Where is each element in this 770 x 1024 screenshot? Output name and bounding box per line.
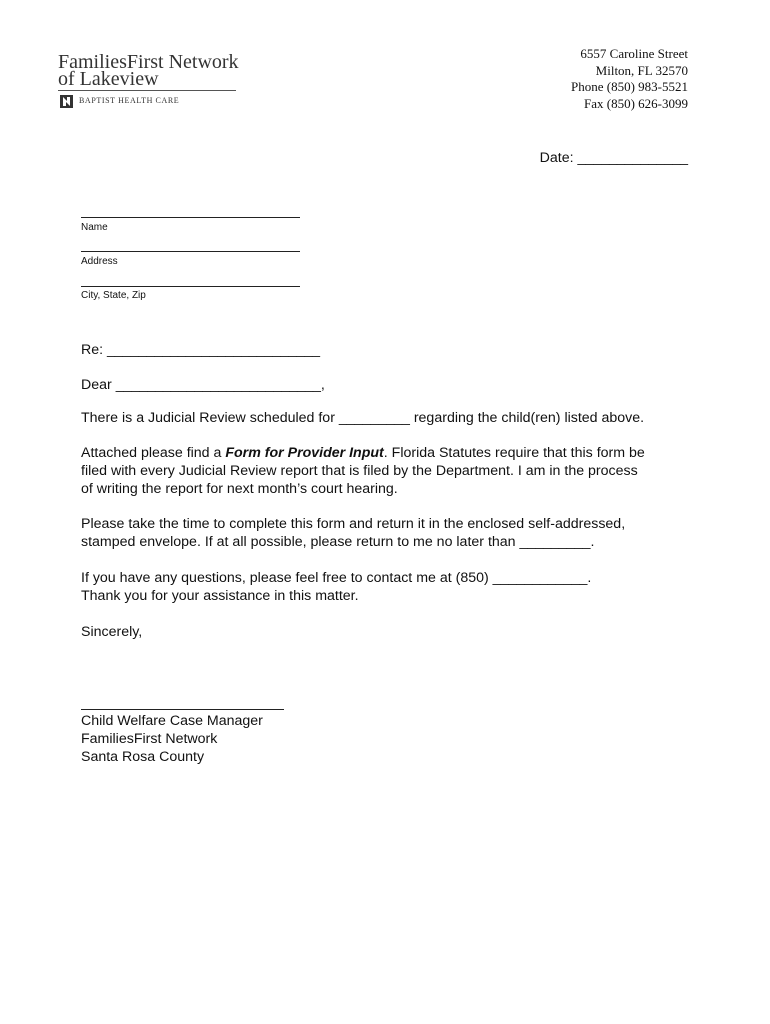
paragraph-return-line2: stamped envelope. If at all possible, please return to me no later than _________. bbox=[81, 534, 595, 550]
logo-name-line1: FamiliesFirst Network bbox=[58, 51, 239, 73]
attached-suffix: . Florida Statutes require that this form be bbox=[383, 445, 645, 461]
signature-org: FamiliesFirst Network bbox=[81, 731, 218, 747]
name-label: Name bbox=[81, 222, 108, 233]
address-street: 6557 Caroline Street bbox=[580, 46, 688, 61]
address-phone: Phone (850) 983-5521 bbox=[571, 79, 688, 94]
form-title: Form for Provider Input bbox=[225, 445, 384, 461]
city-state-zip-field-line[interactable] bbox=[81, 286, 300, 287]
paragraph-judicial-review: There is a Judicial Review scheduled for _________ regarding the child(ren) listed above. bbox=[81, 410, 645, 426]
paragraph-attached-line1 bbox=[81, 444, 645, 462]
letterhead-address bbox=[571, 46, 688, 112]
paragraph-return-line1: Please take the time to complete this form and return it in the enclosed self-addressed, bbox=[81, 516, 626, 532]
paragraph-contact-line2: Thank you for your assistance in this matter. bbox=[81, 588, 359, 604]
address-field-line[interactable] bbox=[81, 251, 300, 252]
signature-county: Santa Rosa County bbox=[81, 749, 205, 765]
paragraph-attached-line3: of writing the report for next month’s court hearing. bbox=[81, 481, 398, 497]
logo-tagline: BAPTIST HEALTH CARE bbox=[79, 96, 180, 105]
closing: Sincerely, bbox=[81, 624, 143, 640]
name-field-line[interactable] bbox=[81, 217, 300, 218]
logo-divider bbox=[58, 90, 236, 91]
attached-prefix: Attached please find a bbox=[81, 445, 226, 461]
logo-name-line2: of Lakeview bbox=[58, 68, 159, 90]
paragraph-attached-line2: filed with every Judicial Review report that is filed by the Department. I am in the process bbox=[81, 463, 638, 479]
address-fax: Fax (850) 626-3099 bbox=[584, 95, 688, 111]
baptist-health-care-logo-icon bbox=[60, 95, 73, 108]
signature-line[interactable] bbox=[81, 709, 284, 710]
city-state-zip-label: City, State, Zip bbox=[81, 290, 146, 301]
salutation-line: Dear __________________________, bbox=[81, 377, 325, 393]
re-line: Re: ___________________________ bbox=[81, 342, 321, 358]
paragraph-contact-line1: If you have any questions, please feel free to contact me at (850) ____________. bbox=[81, 570, 592, 586]
address-city: Milton, FL 32570 bbox=[595, 62, 688, 78]
address-label: Address bbox=[81, 256, 118, 267]
date-line: Date: ______________ bbox=[539, 150, 688, 166]
signature-title: Child Welfare Case Manager bbox=[81, 713, 263, 729]
